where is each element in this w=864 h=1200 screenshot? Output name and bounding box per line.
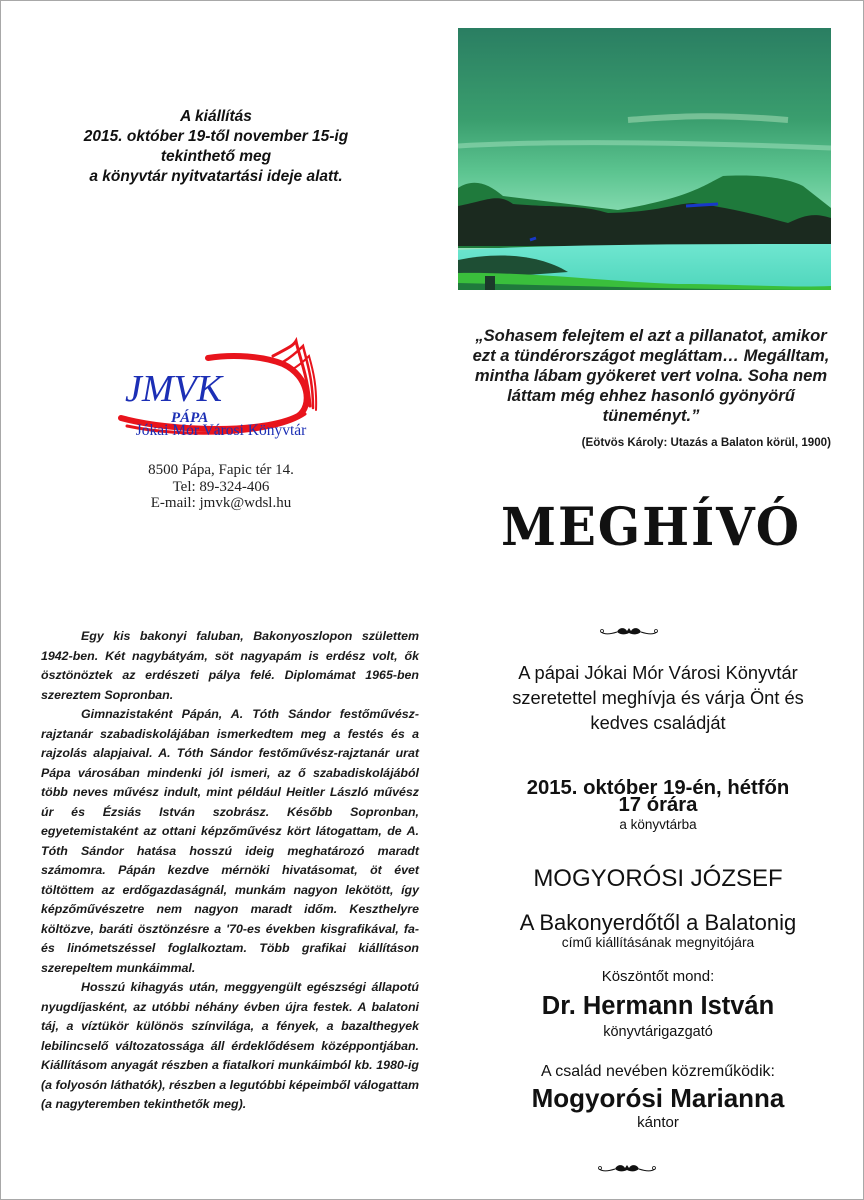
intro-line: A pápai Jókai Mór Városi Könyvtár	[518, 662, 798, 683]
logo-text: JMVK	[125, 368, 223, 410]
greeter-role: könyvtárigazgató	[603, 1024, 713, 1040]
event-place: a könyvtárba	[619, 817, 697, 832]
ornament-divider-icon	[597, 1161, 657, 1175]
artist-name: MOGYORÓSI JÓZSEF	[533, 865, 783, 892]
greeting-label: Köszöntőt mond:	[601, 968, 715, 985]
artist-biography	[41, 627, 419, 1115]
ornament-divider-icon	[599, 624, 659, 638]
quote-source: (Eötvös Károly: Utazás a Balaton körül, 1900)	[581, 436, 831, 449]
library-contact	[91, 462, 351, 512]
exhibition-title: A Bakonyerdőtől a Balatonig	[519, 910, 797, 935]
library-name: Jókai Mór Városi Könyvtár	[135, 422, 307, 439]
quote-line: láttam még ehhez hasonló gyönyörű	[507, 386, 795, 405]
exhibition-subtitle: című kiállításának megnyitójára	[561, 935, 755, 950]
quote	[451, 326, 851, 426]
bio-paragraph: Egy kis bakonyi faluban, Bakonyoszlopon születtem 1942-ben. Két nagybátyám, söt nagyapám is erdész volt, ők ösztönöztek az erdészeti pálya felé. Diplomámat 1965-ben szereztem Sopronban.	[41, 629, 419, 702]
library-phone: Tel: 89-324-406	[172, 478, 270, 495]
notice-line: 2015. október 19-től november 15-ig	[83, 128, 349, 145]
greeter-name: Dr. Hermann István	[541, 992, 775, 1020]
notice-line: A kiállítás	[180, 108, 252, 125]
bio-paragraph: Hosszú kihagyás után, meggyengült egészségi állapotú nyugdíjasként, az utóbbi néhány évben újra festek. A balatoni táj, a víztükör különös színvilága, a fények, a bazalthegyek lebilincselő változatossága áll érdeklődésem középpontjában. Kiállításom anyagát részben a fiatalkori munkáimból kb. 1980-ig (a folyosón láthatók), részben a legutóbbi képeimből válogattam (a nagyteremben tekinthetők meg).	[41, 980, 419, 1111]
library-address: 8500 Pápa, Fapic tér 14.	[148, 462, 294, 478]
quote-line: ezt a tündérországot megláttam… Megálltam,	[472, 346, 830, 365]
bio-paragraph: Gimnazistaként Pápán, A. Tóth Sándor festőművész-rajztanár szabadiskolájában ismerkedtem meg a festés és a rajzolás alapjaival. A. Tóth Sándor festőművész-rajztanár urat Pápa városában mindenki jól ismeri, az ő szabadiskolájából több neves művész indult, mint például Heitler László művész úr és Ézsiás István szobrász. Később Sopronban, egyetemistaként az ottani képzőművész kört látogattam, de A. Tóth Sándor hatása hosszú ideig meghatározó maradt számomra. Pápán kezdve mérnöki hivatásomat, öt évet töltöttem az erdőgazdaságnál, munkám nagyon lekötött, így képzőművészetre nem nagyon maradt időm. Keszthelyre költözve, baráti ösztönzésre a '70-es években kisgrafikával, fa- és linómetszéssel foglalkoztam. Több grafikai kiállításon szerepeltem munkáimmal.	[41, 707, 419, 975]
intro-line: kedves családját	[590, 712, 726, 733]
invitation-intro	[451, 660, 864, 735]
family-label: A család nevében közreműködik:	[541, 1063, 775, 1080]
notice-line: tekinthető meg	[160, 148, 272, 165]
exhibition-notice	[41, 107, 391, 187]
performer-role: kántor	[637, 1114, 679, 1131]
landscape-painting	[458, 28, 831, 290]
title-text: MEGHÍVÓ	[501, 497, 815, 555]
event-date: 2015. október 19-én, hétfőn	[526, 777, 790, 799]
intro-line: szeretettel meghívja és várja Önt és	[512, 687, 804, 708]
quote-line: mintha lábam gyökeret vert volna. Soha nem	[474, 366, 828, 385]
library-email: E-mail: jmvk@wdsl.hu	[150, 495, 292, 511]
quote-line: tüneményt.”	[602, 406, 700, 425]
logo-subtext: PÁPA	[171, 410, 209, 426]
notice-line: a könyvtár nyitvatartási ideje alatt.	[89, 168, 343, 185]
quote-line: „Sohasem felejtem el azt a pillanatot, amikor	[475, 326, 827, 345]
performer-name: Mogyorósi Marianna	[531, 1083, 785, 1113]
page-title	[481, 495, 821, 555]
event-time: 17 órára	[618, 794, 698, 816]
